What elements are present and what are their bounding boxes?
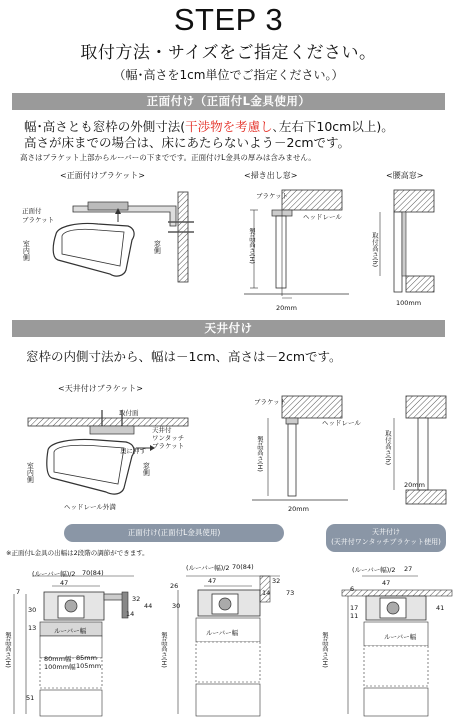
front-window-side: 窓側 <box>153 240 162 254</box>
ceiling-product-height: 製品高さ(H) <box>255 436 264 472</box>
d2-14: 14 <box>262 589 271 597</box>
front-mount-bar: 正面付け（正面付L金具使用） <box>12 93 445 110</box>
d1-louver-width: ルーバー幅 <box>54 627 87 635</box>
front-dim-diagram-2 <box>160 566 305 720</box>
d3-louver-half: (ルーバー幅)/2 <box>352 566 396 574</box>
ceiling-mount-height: 取付高さ(h) <box>383 430 392 466</box>
d1-w100: 100mm幅 <box>44 663 76 671</box>
d3-louver-width: ルーバー幅 <box>384 633 417 641</box>
d2-32: 32 <box>272 577 281 585</box>
d1-44: 44 <box>144 602 153 610</box>
ceiling-sweep-diagram <box>252 392 352 510</box>
sweep-headrail-label: ヘッドレール <box>303 213 342 221</box>
ceiling-rail-outer: ヘッドレール外満 <box>64 503 116 511</box>
d3-11: 11 <box>350 612 359 620</box>
step-title: STEP 3 <box>173 2 284 37</box>
label-front-bracket: <正面付けブラケット> <box>60 171 146 180</box>
ceiling-headrail-label: ヘッドレール <box>322 419 361 427</box>
d2-louver-half: (ルーバー幅)/2 <box>186 564 230 572</box>
front-bracket-label: 正面付 ブラケット <box>22 207 55 224</box>
front-line2: 高さが床までの場合は、床にあたらないよう－2cmです。 <box>24 135 351 150</box>
pill-ceiling-subtitle: (天井付ワンタッチブラケット使用) <box>331 538 441 546</box>
d3-17: 17 <box>350 604 359 612</box>
d2-70: 70(84) <box>232 563 254 571</box>
d1-w85: 85mm <box>76 654 97 662</box>
d3-27: 27 <box>404 565 413 573</box>
d1-32: 32 <box>132 595 141 603</box>
page-subtitle: （幅･高さを1cm単位でご指定ください。） <box>113 68 344 82</box>
front-room-side: 室内側 <box>22 240 31 261</box>
d1-w80: 80mm幅 <box>44 655 72 663</box>
page-title: 取付方法・サイズをご指定ください。 <box>80 43 377 63</box>
label-waist-window: <腰高窓> <box>386 171 424 180</box>
ceiling-window-side: 窓側 <box>142 462 151 476</box>
ceiling-waist-diagram <box>388 392 448 510</box>
label-ceiling-bracket: <天井付けブラケット> <box>58 384 144 393</box>
ceiling-mount-surface: 取付面 <box>119 409 139 417</box>
d1-product-height: 製品高さ(H) <box>3 632 12 668</box>
d1-14: 14 <box>126 610 135 618</box>
d2-47: 47 <box>208 577 217 585</box>
sweep-dim-20: 20mm <box>276 304 297 312</box>
ceiling-room-side: 室内側 <box>26 462 35 483</box>
ceiling-dim-diagram <box>318 566 453 720</box>
waist-dim-100: 100mm <box>396 299 422 307</box>
d1-30: 30 <box>28 606 37 614</box>
d1-13: 13 <box>28 624 37 632</box>
d2-30: 30 <box>172 602 181 610</box>
ceiling-dim-20b: 20mm <box>404 481 425 489</box>
d3-6: 6 <box>350 585 355 593</box>
ceiling-mount-bar: 天井付け <box>12 320 445 337</box>
d2-louver-width: ルーバー幅 <box>206 629 239 637</box>
waist-mount-height: 取付高さ(h) <box>370 232 379 268</box>
d1-louver-half: (ルーバー幅)/2 <box>32 570 76 578</box>
sweep-window-diagram <box>244 186 354 304</box>
d3-product-height: 製品高さ(H) <box>320 632 329 668</box>
ceiling-line: 窓枠の内側寸法から、幅は－1cm、高さは－2cmです。 <box>26 349 342 364</box>
d1-47: 47 <box>60 579 69 587</box>
pill-ceiling-mount <box>326 524 446 552</box>
sweep-bracket-label: ブラケット <box>256 192 289 200</box>
ceiling-bracket-small: ブラケット <box>254 398 287 406</box>
waist-window-diagram <box>374 186 444 304</box>
ceiling-onetouch-label: 天井付 ワンタッチ ブラケット <box>152 426 185 450</box>
d3-47: 47 <box>382 579 391 587</box>
front-note: 高さはブラケット上部からルーバーの下までです。正面付けL金具の厚みは含みません。 <box>20 153 316 162</box>
d1-51: 51 <box>26 694 35 702</box>
d3-41: 41 <box>436 604 445 612</box>
ceiling-push-label: 奥に押す <box>120 447 146 455</box>
sweep-product-height: 製品高さ(H) <box>247 228 256 264</box>
ceiling-bracket-diagram <box>18 404 218 514</box>
d2-73: 73 <box>286 589 295 597</box>
d1-7: 7 <box>16 588 21 596</box>
bottom-note: ※正面付L金具の出幅は2段階の調節ができます。 <box>6 549 149 557</box>
d2-26: 26 <box>170 582 179 590</box>
d1-70: 70(84) <box>82 569 104 577</box>
pill-ceiling-title: 天井付け <box>372 528 400 536</box>
pill-front-mount: 正面付け(正面付L金具使用) <box>64 524 284 542</box>
front-line1: 幅･高さとも窓枠の外側寸法(干渉物を考慮し､左右下10cm以上)。 <box>24 119 394 134</box>
ceiling-dim-20a: 20mm <box>288 505 309 513</box>
d2-product-height: 製品高さ(H) <box>159 632 168 668</box>
d1-w105: 105mm <box>76 662 102 670</box>
front-bracket-diagram <box>18 182 228 302</box>
label-sweep-window: <掃き出し窓> <box>244 171 298 180</box>
